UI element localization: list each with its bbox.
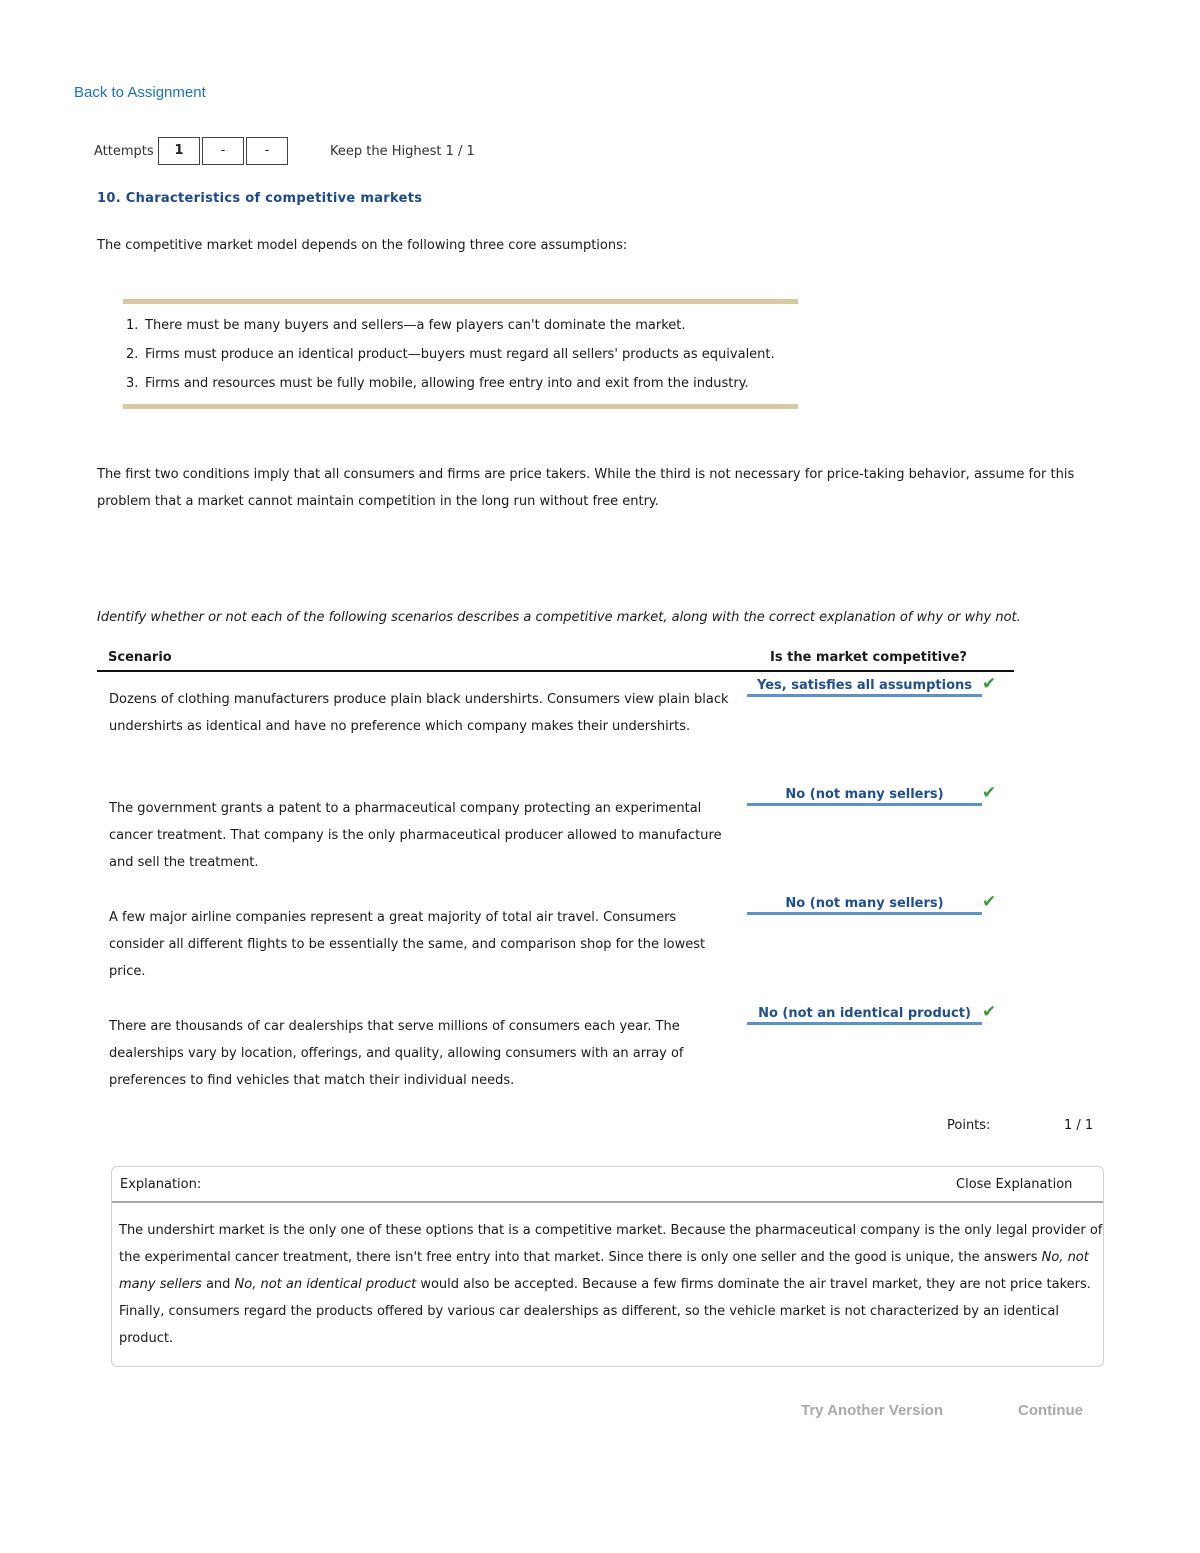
list-item: 2. Firms must produce an identical product—buyers must regard all sellers' products as equivalent. [126,347,775,362]
points-value: 1 / 1 [1064,1118,1094,1133]
answer-dropdown-airline[interactable]: No (not many sellers) [747,896,982,915]
column-header-scenario: Scenario [108,650,172,665]
points-label: Points: [947,1118,991,1133]
check-icon: ✔ [982,674,997,694]
scenario-airline: A few major airline companies represent a great majority of total air travel. Consumers consider all different flights to be essentially the same, and comparison shop for the lowest price. [109,910,706,979]
answer-dropdown-undershirts[interactable]: Yes, satisfies all assumptions [747,678,982,697]
list-item: 3. Firms and resources must be fully mobile, allowing free entry into and exit from the industry. [126,376,749,391]
explanation-header-rule [112,1201,1103,1203]
table-header-rule [97,670,1014,672]
scenario-pharmaceutical: The government grants a patent to a pharmaceutical company protecting an experimental cancer treatment. That company is the only pharmaceutical producer allowed to manufacture and sell the treatment. [109,801,722,870]
conditions-paragraph: The first two conditions imply that all consumers and firms are price takers. While the third is not necessary for price-taking behavior, assume for this problem that a market cannot maintain competition in the long run without free entry. [97,467,1075,509]
check-icon: ✔ [982,783,997,803]
question-intro: The competitive market model depends on the following three core assumptions: [97,238,628,253]
try-another-version-button[interactable]: Try Another Version [801,1402,943,1419]
assumptions-list [126,316,775,403]
scenario-undershirts: Dozens of clothing manufacturers produce plain black undershirts. Consumers view plain black undershirts as identical and have no preference which company makes their undershirts. [109,692,729,734]
attempt-box-2: - [202,137,244,165]
explanation-title: Explanation: [120,1177,202,1192]
keep-highest-label: Keep the Highest 1 / 1 [330,144,475,159]
column-header-competitive: Is the market competitive? [770,650,967,665]
instruction-text: Identify whether or not each of the following scenarios describes a competitive market, along with the correct explanation of why or why not. [97,610,1021,625]
continue-button[interactable]: Continue [1018,1402,1083,1419]
attempts-label: Attempts [94,144,154,159]
answer-dropdown-pharmaceutical[interactable]: No (not many sellers) [747,787,982,806]
list-item: 1. There must be many buyers and sellers—a few players can't dominate the market. [126,318,686,333]
assumptions-bottom-rule [123,404,798,409]
question-title: 10. Characteristics of competitive markets [97,191,423,206]
close-explanation-button[interactable]: Close Explanation [956,1177,1073,1192]
answer-dropdown-car-dealerships[interactable]: No (not an identical product) [747,1006,982,1025]
assumptions-top-rule [123,299,798,304]
back-to-assignment-link[interactable]: Back to Assignment [74,84,206,101]
check-icon: ✔ [982,1002,997,1022]
attempt-box-3: - [246,137,288,165]
scenario-car-dealerships: There are thousands of car dealerships that serve millions of consumers each year. The dealerships vary by location, offerings, and quality, allowing consumers with an array of preferences to find vehicles that match their individual needs. [109,1019,684,1088]
explanation-text: The undershirt market is the only one of these options that is a competitive market. Because the pharmaceutical company is the only legal provider of the experimental cancer treatment, there isn't free entry into that market. Since there is only one seller and the good is unique, the answers No, not many sellers and No, not an identical product would also be accepted. Because a few firms dominate the air travel market, they are not price takers. Finally, consumers regard the products offered by various car dealerships as different, so the vehicle market is not characterized by an identical product. [119,1223,1103,1346]
check-icon: ✔ [982,892,997,912]
attempt-box-1: 1 [158,137,200,165]
